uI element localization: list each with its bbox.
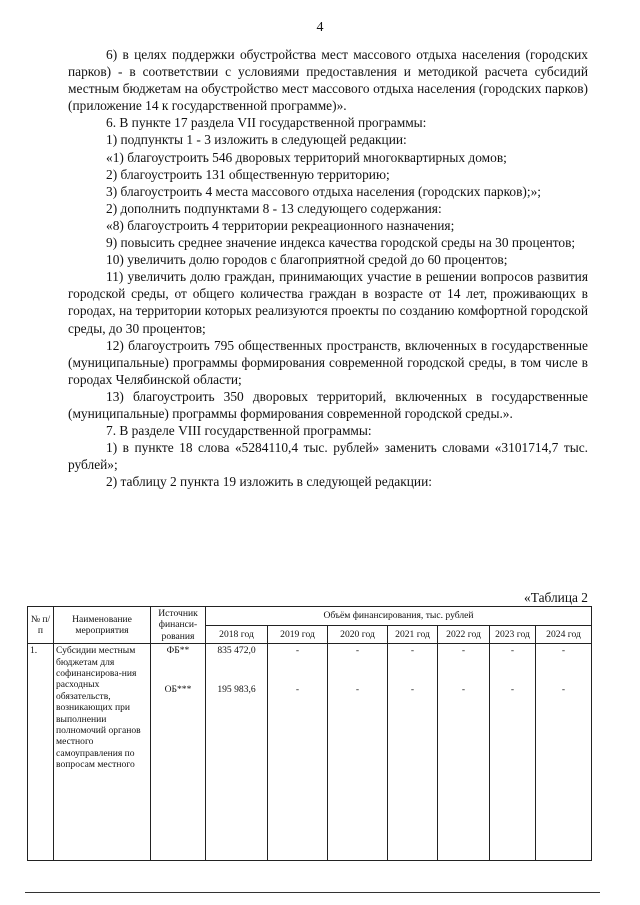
cell-2024	[536, 644, 592, 861]
cell-2022	[438, 644, 490, 861]
value: 195 983,6	[217, 683, 256, 695]
value: -	[355, 645, 360, 657]
value: -	[295, 645, 300, 657]
header-year: 2018 год	[206, 625, 268, 644]
table-caption: «Таблица 2	[524, 590, 588, 605]
paragraph: 7. В разделе VIII государственной программы:	[106, 423, 372, 439]
header-name: Наименование мероприятия	[54, 607, 151, 644]
value: 835 472,0	[217, 645, 256, 657]
row-sources	[151, 644, 206, 861]
row-num: 1.	[28, 644, 54, 861]
paragraph: «8) благоустроить 4 территории рекреационного назначения;	[106, 217, 455, 233]
document-body	[68, 46, 588, 490]
paragraph: 11) увеличить долю граждан, принимающих участие в решении вопросов развития городской среды, от общего количества граждан в возрасте от 14 лет, проживающих в городах, на территории которых реализуются проекты по созданию комфортной городской среды, до 30 процентов;	[68, 269, 588, 336]
value: -	[461, 645, 466, 657]
row-name: Субсидии местным бюджетам для софинансирова-ния расходных обязательств, возникающих при выполнении полномочий органов местного самоуправления по вопросам местного	[54, 644, 151, 861]
paragraph: 2) благоустроить 131 общественную территорию;	[106, 166, 390, 182]
cell-2023	[490, 644, 536, 861]
header-year: 2019 год	[268, 625, 328, 644]
value: -	[561, 645, 566, 657]
header-year: 2023 год	[490, 625, 536, 644]
footer-divider	[25, 892, 600, 893]
paragraph: 13) благоустроить 350 дворовых территорий, включенных в государственные (муниципальные) программы формирования современной городской среды.».	[68, 388, 588, 421]
paragraph: 6) в целях поддержки обустройства мест массового отдыха населения (городских парков) - в соответствии с условиями предоставления и методикой расчета субсидий местным бюджетам на обустройство мест массового отдыха населения (городских парков) (приложение 14 к государственной программе)».	[68, 47, 588, 114]
header-year: 2020 год	[328, 625, 388, 644]
cell-2018	[206, 644, 268, 861]
value: -	[295, 683, 300, 695]
page-number: 4	[316, 20, 324, 35]
paragraph: 3) благоустроить 4 места массового отдыха населения (городских парков);»;	[106, 183, 542, 199]
paragraph: 2) дополнить подпунктами 8 - 13 следующего содержания:	[106, 200, 442, 216]
table-row	[28, 644, 592, 861]
paragraph: 1) подпункты 1 - 3 изложить в следующей редакции:	[106, 132, 407, 148]
value: -	[355, 683, 360, 695]
cell-2021	[388, 644, 438, 861]
header-year: 2021 год	[388, 625, 438, 644]
table-header-row	[28, 607, 592, 626]
header-financing: Объём финансирования, тыс. рублей	[206, 607, 592, 626]
value: -	[461, 683, 466, 695]
source-fb: ФБ**	[166, 645, 190, 657]
paragraph: 2) таблицу 2 пункта 19 изложить в следующей редакции:	[106, 474, 432, 490]
paragraph: «1) благоустроить 546 дворовых территорий многоквартирных домов;	[106, 149, 507, 165]
header-year: 2022 год	[438, 625, 490, 644]
value: -	[410, 645, 415, 657]
header-num: № п/п	[28, 607, 54, 644]
value: -	[561, 683, 566, 695]
financing-table	[27, 606, 592, 861]
paragraph: 1) в пункте 18 слова «5284110,4 тыс. рублей» заменить словами «3101714,7 тыс. рублей»;	[68, 440, 588, 473]
cell-2020	[328, 644, 388, 861]
paragraph: 10) увеличить долю городов с благоприятной средой до 60 процентов;	[106, 252, 508, 268]
source-ob: ОБ***	[164, 683, 192, 695]
paragraph: 9) повысить среднее значение индекса качества городской среды на 30 процентов;	[106, 235, 576, 251]
value: -	[510, 645, 515, 657]
cell-2019	[268, 644, 328, 861]
value: -	[510, 683, 515, 695]
header-year: 2024 год	[536, 625, 592, 644]
paragraph: 12) благоустроить 795 общественных пространств, включенных в государственные (муниципальные) программы формирования современной городской среды, в том числе в городах Челябинской области;	[68, 337, 588, 387]
value: -	[410, 683, 415, 695]
paragraph: 6. В пункте 17 раздела VII государственной программы:	[106, 115, 427, 131]
header-source: Источник финанси-рования	[151, 607, 206, 644]
